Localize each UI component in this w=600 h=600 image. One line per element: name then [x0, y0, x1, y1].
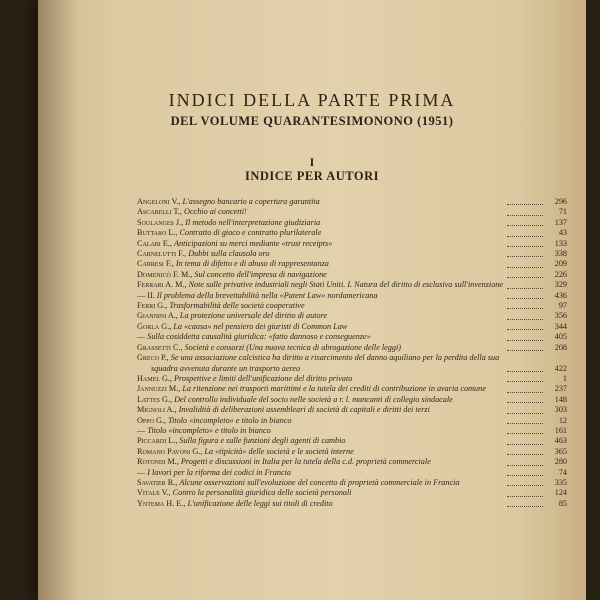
entry-page-number: 356	[554, 311, 567, 321]
entry-text	[137, 426, 505, 436]
entry-author: Carnelutti F.,	[137, 249, 187, 259]
index-entry	[137, 259, 567, 269]
entry-title: Alcune osservazioni sull'evoluzione del concetto di proprietà commerciale in Francia	[179, 477, 460, 487]
entry-author: Yntema H. E.,	[137, 498, 186, 508]
entry-page-number: 237	[554, 384, 567, 394]
dot-leader	[507, 203, 543, 205]
entry-page-number: 71	[558, 207, 567, 217]
entry-title: Prospettive e limiti dell'unificazione del diritto privato	[174, 373, 353, 383]
entry-page-number: 329	[554, 280, 567, 290]
entry-title: Il problema della brevettabilità nella «Patent Law» nordamericana	[156, 290, 378, 300]
entry-title: L'unificazione delle leggi sui titoli di credito	[187, 498, 333, 508]
index-entry	[137, 239, 567, 249]
dot-leader	[507, 255, 543, 257]
volume-heading: DEL VOLUME QUARANTESIMONONO (1951)	[170, 114, 454, 128]
entry-text	[137, 332, 505, 342]
entry-text	[137, 416, 505, 426]
dot-leader	[507, 412, 543, 414]
entry-page-number: 137	[554, 217, 567, 227]
dot-leader	[507, 453, 543, 455]
dot-leader	[507, 224, 543, 226]
entry-page-number: 208	[554, 342, 567, 352]
entry-page-number: 74	[558, 467, 567, 477]
entry-title: Il metodo nell'interpretazione giudiziaria	[185, 217, 321, 227]
entry-title: Società e consorzi (Una nuova tecnica di abrogazione delle leggi)	[184, 342, 401, 352]
entry-text	[137, 478, 505, 488]
entry-page-number: 344	[554, 321, 567, 331]
entry-text	[137, 395, 505, 405]
index-entry	[137, 280, 567, 290]
index-entry	[137, 270, 567, 280]
entry-page-number: 303	[554, 405, 567, 415]
entry-title: Trasformabilità delle società cooperative	[169, 301, 305, 311]
entry-page-number: 338	[554, 249, 567, 259]
entry-title: L'assegno bancario a copertura garantita	[182, 197, 320, 206]
dot-leader	[507, 443, 543, 445]
entry-text	[137, 228, 505, 238]
entry-page-number: 148	[554, 394, 567, 404]
entry-text	[137, 374, 505, 384]
entry-text	[137, 259, 505, 269]
entry-text	[137, 311, 505, 321]
entry-author: Mignoli A.,	[137, 405, 177, 415]
entry-page-number: 1	[562, 373, 567, 383]
entry-page-number: 422	[554, 363, 567, 373]
entry-author: Ferri G.,	[137, 301, 168, 311]
index-entry	[137, 457, 567, 467]
index-entry	[137, 301, 567, 311]
entry-title: Note sulle privative industriali negli Stati Uniti. I. Natura del diritto di esclusiva sull'invenzione	[188, 280, 504, 290]
entry-author: —	[137, 332, 146, 342]
entry-author: Gorla G.,	[137, 321, 172, 331]
entry-text	[137, 280, 505, 290]
dot-leader	[507, 349, 543, 351]
dot-leader	[507, 328, 543, 330]
entry-title: Se una associazione calcistica ha diritto a risarcimento del danno aquiliano per la perdita della sua squadra avvenuta durante un trasporto aereo	[151, 353, 500, 373]
entry-author: Domenicò F. M.,	[137, 269, 193, 279]
index-entry	[137, 478, 567, 488]
index-entry	[137, 249, 567, 259]
entry-text	[137, 457, 505, 467]
index-entry	[137, 311, 567, 321]
entry-page-number: 365	[554, 446, 567, 456]
entry-author: Vitale V.,	[137, 488, 171, 498]
dot-leader	[507, 370, 543, 372]
dot-leader	[507, 495, 543, 497]
dot-leader	[507, 422, 543, 424]
entry-author: —	[137, 467, 146, 477]
entry-page-number: 85	[558, 498, 567, 508]
dot-leader	[507, 401, 543, 403]
entry-author: Jannuzzi M.,	[137, 384, 181, 394]
entry-title: Titolo «incompleto» e titolo in bianco	[168, 415, 292, 425]
entry-text	[137, 468, 505, 478]
entry-title: Contro la personalità giuridica delle società personali	[172, 488, 352, 498]
entry-page-number: 226	[554, 269, 567, 279]
index-entry	[137, 395, 567, 405]
entry-text	[137, 249, 505, 259]
dot-leader	[507, 307, 543, 309]
entry-title: Titolo «incompleto» e titolo in bianco	[147, 425, 271, 435]
dot-leader	[507, 432, 543, 434]
entry-text	[137, 343, 505, 353]
index-entry	[137, 468, 567, 478]
index-entry	[137, 499, 567, 509]
dot-leader	[507, 484, 543, 486]
entry-text	[137, 384, 505, 394]
entry-author: Buttaro L.,	[137, 228, 178, 238]
entry-author: —	[137, 425, 146, 435]
entry-title: La protezione universale del diritto di autore	[179, 311, 328, 321]
dot-leader	[507, 505, 543, 507]
entry-author: Grassetti C.,	[137, 342, 183, 352]
entry-text	[137, 488, 505, 498]
entry-author: Hamel G.,	[137, 373, 172, 383]
entry-page-number: 463	[554, 436, 567, 446]
index-entry	[137, 384, 567, 394]
entry-title: La ritenzione nei trasporti marittimi e la tutela dei crediti di contribuzione in avaria comune	[182, 384, 486, 394]
entry-title: Occhio ai concetti!	[184, 207, 247, 217]
index-entry	[137, 291, 567, 301]
index-entry	[137, 207, 567, 217]
index-entry	[137, 228, 567, 238]
entry-author: Romano Pavoni G.,	[137, 446, 203, 456]
entry-title: Sulla figura e sulle funzioni degli agenti di cambio	[179, 436, 346, 446]
entry-text	[137, 207, 505, 217]
entry-title: In tema di difetto e di abuso di rappresentanza	[175, 259, 329, 269]
index-entry	[137, 218, 567, 228]
entry-page-number: 124	[554, 488, 567, 498]
entry-author: Giannini A.,	[137, 311, 178, 321]
index-entry	[137, 374, 567, 384]
dot-leader	[507, 391, 543, 393]
index-entry	[137, 353, 567, 374]
index-entry	[137, 416, 567, 426]
entry-title: Anticipazioni su merci mediante «trust receipts»	[173, 238, 333, 248]
entry-author: Angeloni V.,	[137, 197, 181, 206]
entry-title: Sulla cosiddetta causalità giuridica: «fatto dannoso e conseguenze»	[147, 332, 371, 342]
entry-author: — II.	[137, 290, 155, 300]
entry-title: La «tipicità» delle società e le società interne	[204, 446, 354, 456]
entry-text	[137, 322, 505, 332]
dot-leader	[507, 266, 543, 268]
entry-page-number: 209	[554, 259, 567, 269]
dot-leader	[507, 287, 543, 289]
index-entry	[137, 343, 567, 353]
entry-author: Ferrari A. M.,	[137, 280, 187, 290]
index-entry	[137, 332, 567, 342]
entry-author: Greco P.,	[137, 353, 169, 363]
entry-author: Piccardi L.,	[137, 436, 178, 446]
index-entry	[137, 488, 567, 498]
index-entry	[137, 197, 567, 207]
author-index-list	[137, 197, 567, 509]
entry-title: La «causa» nel pensiero dei giuristi di Common Law	[173, 321, 348, 331]
entry-author: Carresi F.,	[137, 259, 174, 269]
entry-author: Oppo G.,	[137, 415, 166, 425]
entry-text	[137, 301, 505, 311]
entry-title: Progetti e discussioni in Italia per la tutela della c.d. proprietà commerciale	[180, 457, 431, 467]
entry-author: Calabi E.,	[137, 238, 172, 248]
entry-page-number: 405	[554, 332, 567, 342]
entry-text	[137, 270, 505, 280]
entry-page-number: 12	[558, 415, 567, 425]
entry-page-number: 97	[558, 301, 567, 311]
index-entry	[137, 405, 567, 415]
entry-text	[137, 405, 505, 415]
entry-text	[137, 447, 505, 457]
entry-author: Savatier R.,	[137, 477, 178, 487]
dot-leader	[507, 276, 543, 278]
dot-leader	[507, 380, 543, 382]
entry-page-number: 161	[554, 425, 567, 435]
entry-page-number: 296	[554, 197, 567, 206]
entry-text	[137, 353, 505, 374]
index-entry	[137, 322, 567, 332]
index-entry	[137, 447, 567, 457]
dot-leader	[507, 245, 543, 247]
entry-text	[137, 499, 505, 509]
entry-text	[137, 239, 505, 249]
entry-title: Invalidità di deliberazioni assembleari di società di capitali e diritti dei terzi	[178, 405, 430, 415]
dot-leader	[507, 214, 543, 216]
dot-leader	[507, 474, 543, 476]
entry-title: Sul concetto dell'impresa di navigazione	[194, 269, 327, 279]
entry-title: I lavori per la riforma dei codici in Francia	[147, 467, 291, 477]
index-entry	[137, 426, 567, 436]
entry-text	[137, 291, 505, 301]
dot-leader	[507, 235, 543, 237]
entry-author: Rotondi M.,	[137, 457, 179, 467]
dot-leader	[507, 297, 543, 299]
dot-leader	[507, 318, 543, 320]
entry-page-number: 335	[554, 477, 567, 487]
entry-page-number: 133	[554, 238, 567, 248]
entry-text	[137, 436, 505, 446]
dot-leader	[507, 339, 543, 341]
entry-title: Del controllo individuale del socio nelle società a r. l. mancanti di collegio sindacale	[174, 394, 453, 404]
index-entry	[137, 436, 567, 446]
section-title: INDICE PER AUTORI	[245, 169, 379, 183]
entry-text	[137, 218, 505, 228]
entry-title: Dubbi sulla clausola oro	[188, 249, 270, 259]
entry-author: Soulanges J.,	[137, 217, 184, 227]
index-heading: INDICI DELLA PARTE PRIMA	[168, 90, 456, 110]
entry-author: Ascarelli T.,	[137, 207, 182, 217]
section-numeral: I	[309, 155, 315, 169]
book-page	[38, 0, 586, 600]
dot-leader	[507, 464, 543, 466]
entry-text	[137, 197, 505, 207]
entry-page-number: 43	[558, 228, 567, 238]
entry-author: Lattes G.,	[137, 394, 173, 404]
entry-page-number: 280	[554, 457, 567, 467]
entry-page-number: 436	[554, 290, 567, 300]
entry-title: Contratto di gioco e contratto plurilaterale	[179, 228, 322, 238]
